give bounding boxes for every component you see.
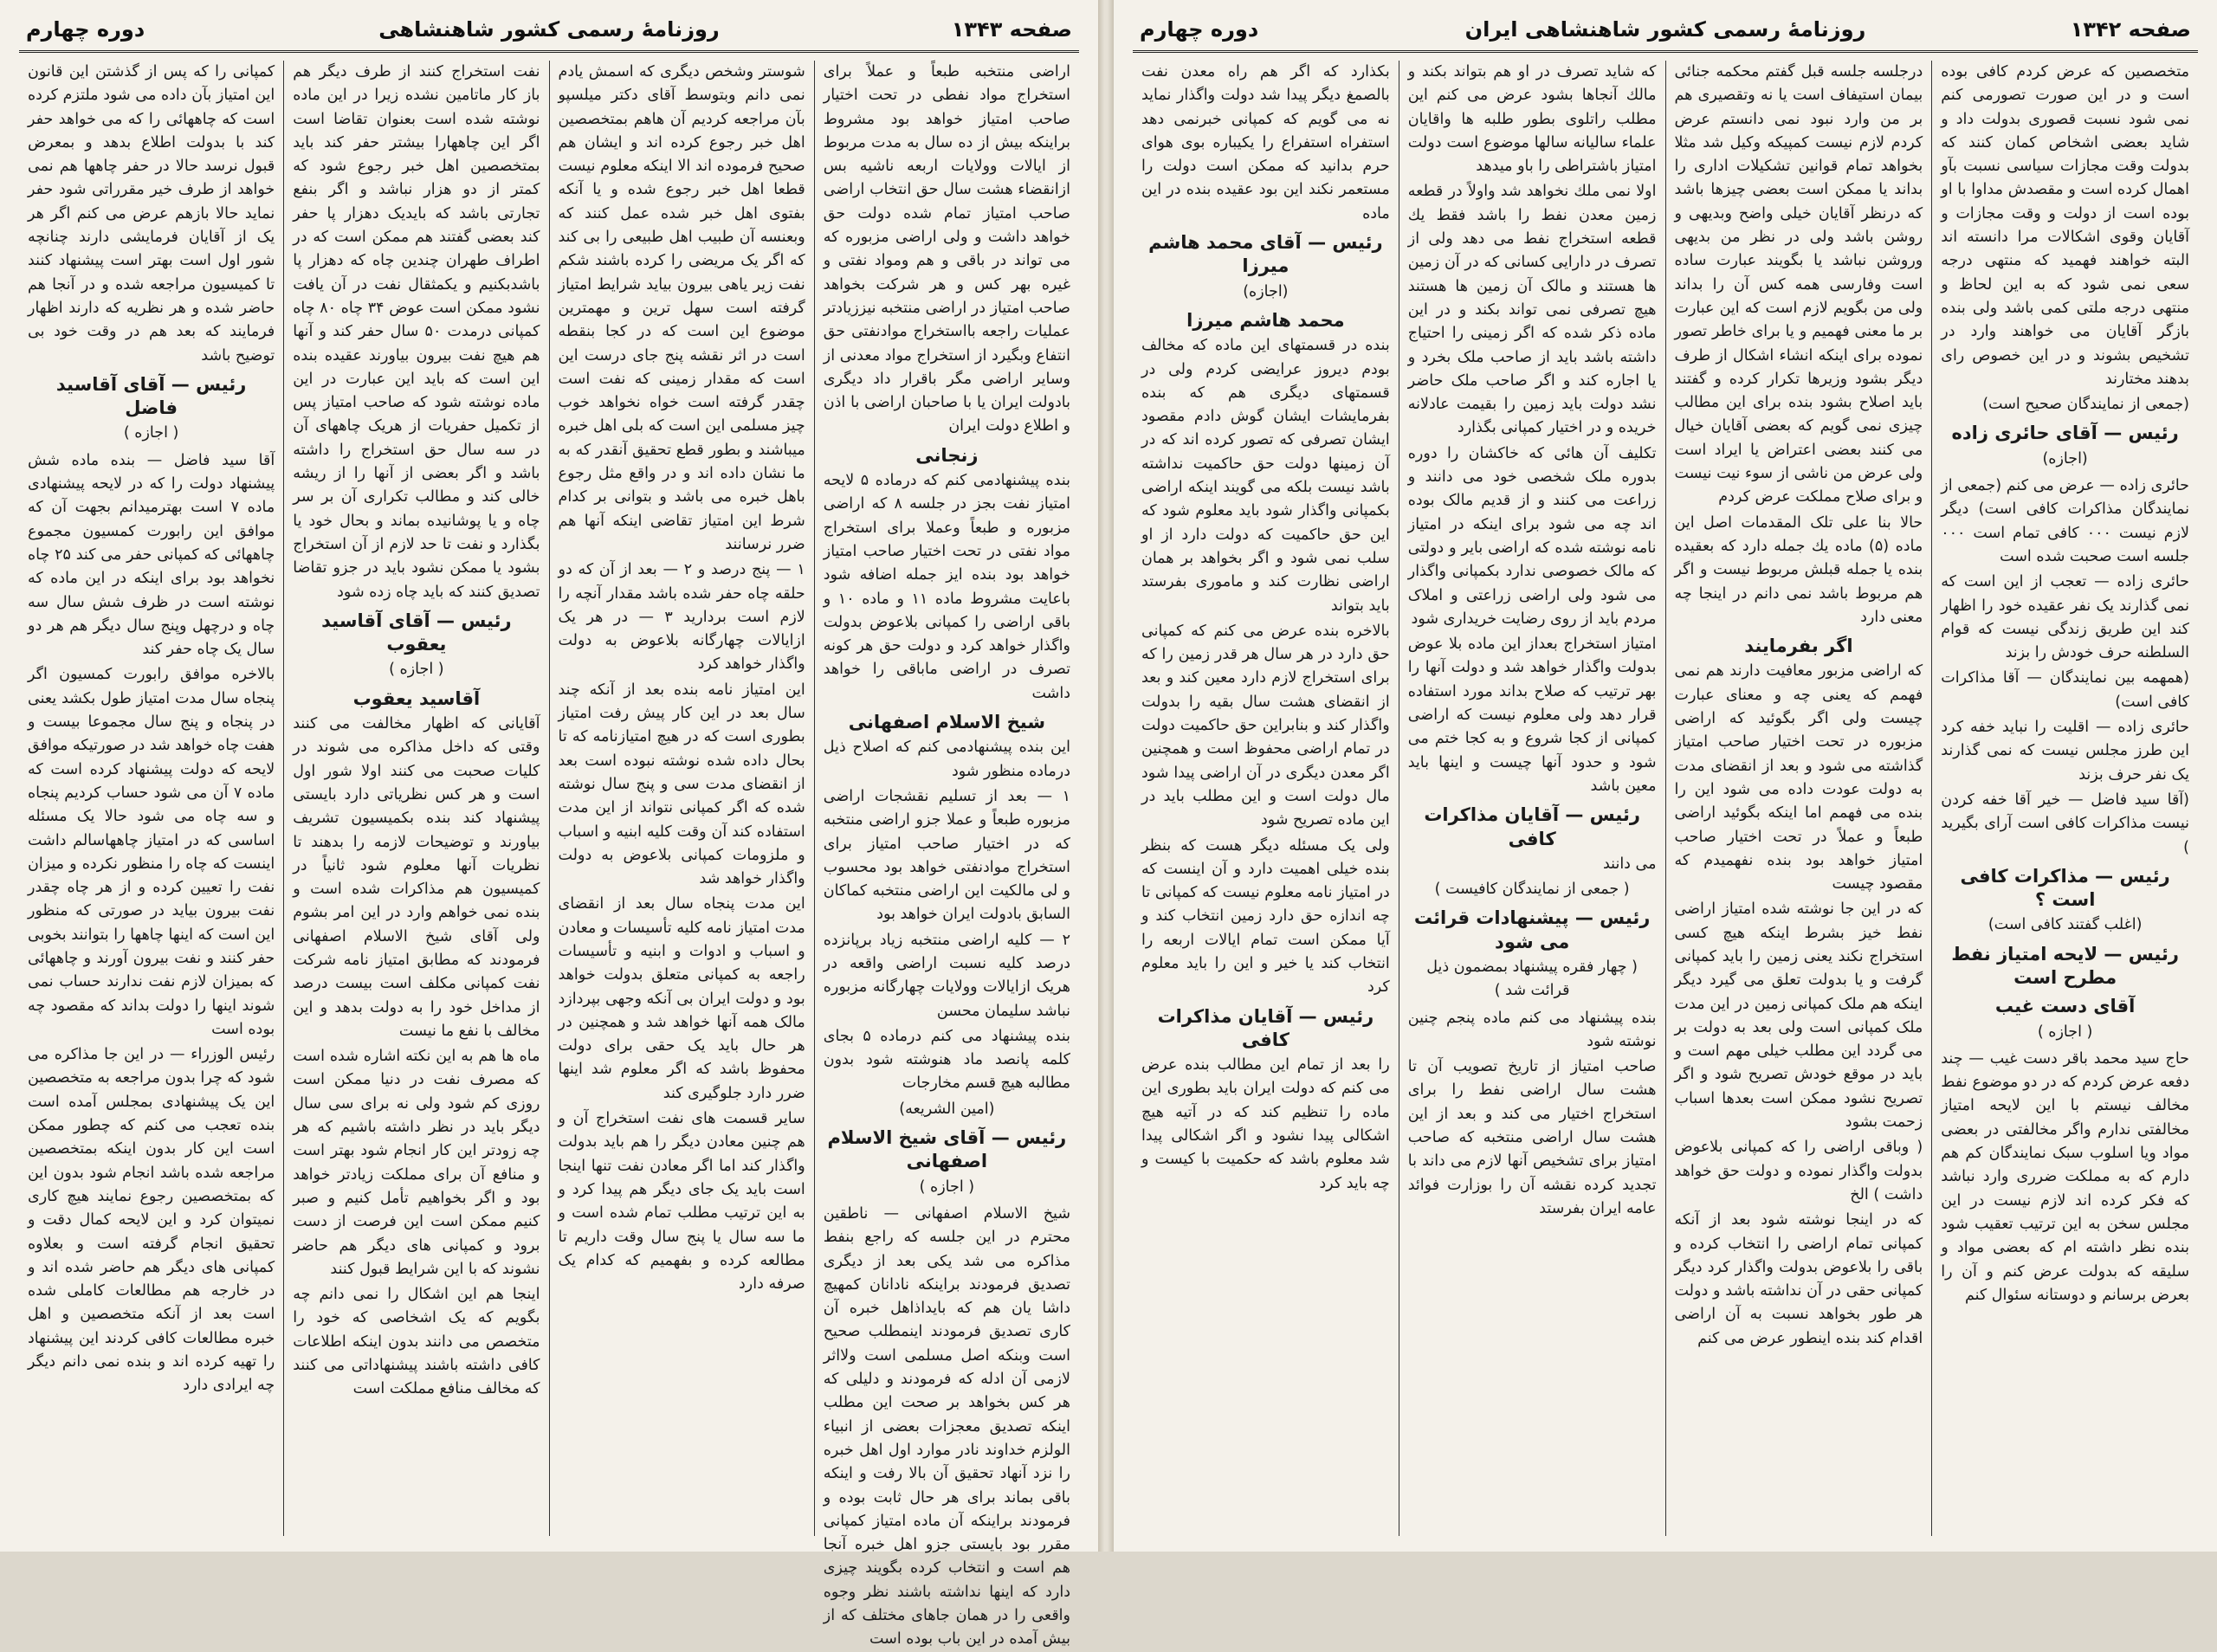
paragraph: حائری زاده — عرض می کنم (جمعی از نمایندگان مذاکرات کافی است) دیگر لازم نیست ۰۰۰ کافی تمام است ۰۰۰ جلسه است صحبت شده است (1941, 477, 2190, 565)
speaker-heading: رئیس — آقای حائری زاده (1951, 423, 2179, 444)
paragraph: ( وباقی اراضی را که کمپانی بلاعوض بدولت واگذار نموده و دولت حق خواهد داشت ) الخ (1674, 1139, 1923, 1204)
left-col-4 (19, 61, 283, 1536)
paragraph: بالاخره موافق رابورت کمسیون اگر پنجاه سال مدت امتیاز طول بکشد یعنی در پنجاه و پنج سال مجموعا بیست و هفت چاه خواهد شد در صورتیکه موافق لایحه که دولت پیشنهاد کرده است که ماده ۷ آن می شود حساب کردیم پنجاه و سه چاه می شود حالا یک مسئله اساسی که در امتیاز چاههاسالم داشت اینست که چاه را منظور نکرده و میزان نفت را تعیین کرده و از هر چاه چقدر نفت بیرون بیاید در صورتی که منظور این است که اینها چاهها را بتوانند بخوبی حفر کنند و نفت بیرون آورند و چاههائی که بمیزان لازم نفت ندارند حساب نمی شوند اینها را دولت بداند که مقصود چه بوده است (28, 666, 275, 1038)
speaker-heading: آقای دست غیب (1994, 996, 2136, 1017)
speaker-heading: رئیس — آقای آقاسید فاضل (55, 373, 247, 419)
paragraph: (آقا سید فاضل — خیر آقا خفه کردن نیست مذاکرات کافی است آرای بگیرید ) (1941, 791, 2189, 856)
paragraph: را بعد از تمام این مطالب بنده عرض می کنم که دولت ایران باید بطوری این ماده را تنظیم کند که در آتیه هیچ اشکالی پیدا نشود و اگر اشکالی پیدا شد معلوم باشد که حکمیت با کیست و چه باید کرد (1141, 1056, 1390, 1192)
left-page (0, 0, 1098, 1649)
paragraph: بکذارد که اگر هم راه معدن نفت بالصمغ دیگر پیدا شد دولت واگذار نماید نه می گویم که کمپانی خبرنمی دهد استفراه استفراع را یکیباره بوی هوای حرم بدانید که ممکن است دولت را مستعمر نکند این بود عقیده بنده در این ماده (1141, 63, 1390, 223)
paragraph: بالاخره بنده عرض می کنم که کمپانی حق دارد در هر سال هر قدر زمین را که برای استخراج لازم دارد معین کند و بعد از انقضای هشت سال بقیه را بدولت واگذار کند و بنابراین حق حاکمیت دولت در تمام اراضی محفوظ است و همچنین اگر معدن دیگری در آن اراضی پیدا شود مال دولت است و این مطلب باید در این ماده تصریح شود (1141, 622, 1390, 829)
paragraph: این بنده پیشنهادمی کنم که اصلاح ذیل درماده منظور شود (823, 739, 1070, 780)
paragraph: که در اینجا نوشته شود بعد از آنکه کمپانی تمام اراضی را انتخاب کرده و باقی را بلاعوض بدولت واگذار کرد دیگر کمپانی حقی در آن نداشته باشد و دولت هر طور بخواهد نسبت به آن اراضی اقدام کند بنده اینطور عرض می کنم (1674, 1211, 1923, 1347)
paragraph: بنده پیشنهادمی کنم که درماده ۵ لایحه امتیاز نفت بجز در جلسه ۸ که اراضی مزبوره و طبعاً وعملا برای استخراج مواد نفتی در تحت اختیار صاحب امتیاز خواهد بود بنده ایز جمله اضافه شود باعایت مشروط ماده ۱۱ و ماده ۱۰ و باقی اراضی را کمپانی بلاعوض بدولت واگذار خواهد کرد و دولت حق هر کونه تصرف در اراضی ماباقی را خواهد داشت (823, 472, 1071, 702)
paragraph: ۱ — پنج درصد و ۲ — بعد از آن که دو حلقه چاه حفر شده باشد مقدار آنچه را لازم است بردارید ۳ — در هر یک ازایالات چهارگانه بلاعوض به دولت واگذار خواهد کرد (558, 561, 805, 674)
right-page-number: صفحه ۱۳۴۲ (2070, 17, 2191, 42)
parenthetical-note: (امین الشریعه) (899, 1100, 995, 1118)
speaker-heading: زنجانی (915, 444, 979, 466)
speaker-heading: رئیس — آقایان مذاکرات کافی (1157, 1005, 1374, 1050)
left-page-header (19, 7, 1079, 53)
paragraph: شوستر وشخص دیگری که اسمش یادم نمی دانم وبتوسط آقای دکتر میلسپو بآن مراجعه کردیم آن هاهم بمتخصصین اهل خبر رجوع کرده اند و ایشان هم صحیح فرموده اند الا اینکه معلوم نیست قطعا اهل خبر رجوع شده و یا آنکه بفتوی اهل خبر شده عمل کنند که وبعنسه آن طبیب اهل طبیعی را بی کند که اگر یک مریضی را کرده باشند شکم نفت زیر یاهی بیرون بیاید شرایط امتیاز گرفته است سهل ترین و مهمترین موضوع این است که در کجا بنقطه است در اثر نقشه پنج جای درست این است که مقدار زمینی که نفت است چقدر گرفته است خواه نخواهد خوب چیز مسلمی این است که بلی اهل خبره میباشند و بطور قطع تحقیق آنقدر که به ما نشان داده اند و در واقع مثل رجوع باهل خبره می باشد و بتوانی بر کدام شرط این امتیاز تقاضی اینکه آنها هم ضرر نرسانند (558, 63, 805, 553)
speaker-heading: رئیس — آقای شیخ الاسلام اصفهانی (827, 1127, 1067, 1172)
parenthetical-note: (اجازه) (1243, 282, 1289, 300)
speaker-heading: رئیس — آقای محمد هاشم میرزا (1148, 232, 1383, 277)
paragraph: سایر قسمت های نفت استخراج آن و هم چنین معادن دیگر را هم باید بدولت واگذار کند اما اگر معادن نفت تنها اینجا است باید یک جای دیگر هم پیدا کرد و به این ترتیب مطلب تمام شده است و ما سه سال یا پنج سال وقت داریم تا مطالعه کرده و بفهمیم که کدام یک صرفه دارد (558, 1110, 805, 1294)
left-page-term: دوره چهارم (26, 17, 145, 42)
paragraph: اراضی منتخبه طبعاً و عملاً برای استخراج مواد نفطی در تحت اختیار صاحب امتیاز خواهد بود مشروط براینکه بیش از ده سال به مدت مربوط از ایالات وولایات اربعه ناشیه بس ازانقضاء هشت سال حق انتخاب اراضی صاحب امتیاز تمام شده دولت حق خواهد داشت و ولی اراضی مزبوره که می تواند در باقی و هم ومواد نفتی و غیره بهر کس و هر شرکت بخواهد صاحب امتیاز در اراضی منتخبه نیززیادتر عملیات راجعه بااستخراج موادنفتی حق انتفاع وبگیرد از استخراج مواد معدنی از وسایر اراضی مگر باقرار داد دیگری بادولت ایران یا با صاحبان اراضی با اذن و اطلاع دولت ایران (823, 63, 1070, 436)
paragraph: بنده در قسمتهای این ماده که مخالف بودم دیروز عرایضی کردم ولی در قسمتهای دیگری هم که بنده بفرمایشات ایشان گوش دادم مقصود ایشان تصرفی که تصور کرده اند که در آن زمینها دولت حق حاکمیت نداشته باشد نیست بلکه می گویند اینکه اراضی بکمپانی واگذار شود باید معلوم شود که این حق حاکمیت که دولت دارد از او سلب نمی شود و اگر بخواهد بر همان اراضی نظارت کند و ماموری بفرستد باید بتواند (1141, 337, 1390, 615)
left-col-3 (283, 61, 548, 1536)
right-page-gazette-title: روزنامهٔ رسمی کشور شاهنشاهی ایران (1464, 17, 1866, 42)
parenthetical-note: (اجازه) (2042, 449, 2088, 468)
paragraph: بنده پیشنهاد می کنم درماده ۵ بجای کلمه پانصد ماد هنوشته شود بدون مطالبه هیچ قسم مخارجات (823, 1027, 1071, 1093)
left-col-1 (814, 61, 1079, 1649)
paragraph: کمپانی را که پس از گذشتن این قانون این امتیاز بآن داده می شود ملتزم کرده است که چاههائی را که می خواهد حفر کند با بدولت اطلاع بدهد و بمعرض قبول نرسد حالا در حفر چاهها هم نمی خواهد از طرف خیر مقرراتی شود حفر نماید حالا بازهم عرض می کنم اگر هر یک از آقایان فرمایشی دارند چنانچه شور اول است بهتر است پیشنهاد کنند تا کمیسیون مراجعه شده و در آنجا هم حاضر شده و هر نظریه که دارند اظهار فرمایند که بعد هم در وقت خود بی توضیح باشد (28, 63, 275, 365)
speaker-heading: آقاسید یعقوب (352, 687, 481, 709)
paragraph: ماه ها هم به این نکته اشاره شده است که مصرف نفت در دنیا ممکن است روزی کم شود ولی نه برای سی سال دیگر باید در نظر داشته باشیم که هر چه زودتر این کار انجام شود بهتر است و منافع آن برای مملکت زیادتر خواهد بود و اگر بخواهیم تأمل کنیم و صبر کنیم ممکن است این فرصت از دست برود و کمپانی های دیگر هم حاضر نشوند که با این شرایط قبول کنند (293, 1048, 540, 1278)
paragraph: درجلسه جلسه قبل گفتم محکمه جنائی بیمان استیفاف است یا نه وتقصیری هم بر من وارد نبود نمی دانستم عرض کردم لازم نیست کمپیکه وکیل شد مثلا بخواهد تمام قوانین تشکیلات اداری را بداند یا ممکن است بعضی چیزها باشد که درنظر آقایان خیلی واضح وبدیهی و روشن باشد ولی در نظر من بدیهی وروشن نباشد یا بگویند عبارت ساده است وفارسی همه کس آن را بداند ولی من بگویم لازم است که این عبارت بر ما معنی فهمیم و یا برای خاطر تصور نموده برای اینکه انشاء اشکال از طرف دیگر بشود وزیرها تکرار کرده و گفتند باید اصلاح بشود بنده برای این مطالب چیزی نمی گویم که بعضی آقایان خیال می کنند بعضی اعتراض یا ایراد است ولی عرض من ناشی از سوء نیت نیست و برای صلاح مملکت عرض کردم (1674, 63, 1923, 507)
parenthetical-note: ( جمعی از نمایندگان کافیست ) (1434, 881, 1630, 899)
paragraph: که شاید تصرف در او هم بتواند بکند و مالك آنجاها بشود عرض می کنم این مطلب راتلوی بطور طلبه ها واقایان علماء سالیانه سالها موضوع است دولت امتیاز باشتراطی را باو میدهد (1407, 63, 1657, 176)
paragraph: حائری زاده — اقلیت را نباید خفه کرد این طرز مجلس نیست که نمی گذارند یک نفر حرف بزند (1941, 719, 2189, 784)
paragraph: شیخ الاسلام اصفهانی — ناطقین محترم در این جلسه که راجع بنفط مذاکره می شد یکی بعد از دیگری تصدیق فرمودند براینکه نادانان کمهیچ داشا یان هم که بایداذاهل خبره آن کاری تصدیق فرمودند اینمطلب صحیح است وبنکه اصل مسلمی است ولااثر لازمی آن ادله که فرمودند و دلیلی که هر کس بخواهد بر صحت این مطلب اینکه تصدیق معجزات بعضی از انبیاء الولزم خداوند نادر موارد اول اهل خبره را نزد آنهاد تحقیق آن بالا رفت و اینکه باقی بماند برای هر حال ثابت بوده و فرمودند براینکه آن ماده امتیاز کمپانی مقرر بود بایستی جزو اهل خبره آنجا هم است و انتخاب کرده بگویند چیزی دارد که اینها نداشته باشند نظر وجوه واقعی را در همان جاهای مختلف که از بیش آمده در این باب بوده است (823, 1204, 1070, 1649)
left-col-2 (549, 61, 814, 1536)
paragraph: (جمعی از نمایندگان صحیح است) (1982, 396, 2189, 414)
book-gutter (1098, 0, 1114, 1552)
right-col-4 (1133, 61, 1399, 1536)
paragraph: حائری زاده — تعجب از این است که نمی گذارند یک نفر عقیده خود را اظهار کند این طریق زندگی نیست که قوام السلطنه حرف خودش را بزند (1941, 573, 2189, 662)
paragraph: آقایانی که اظهار مخالفت می کنند وقتی که داخل مذاکره می شوند در کلیات صحبت می کنند اولا شور اول است و هر کس نظریاتی دارد بایستی پیشنهاد کند بنده بکمیسیون تشریف بیاورند و توضیحات لازمه را بدهند تا نظریات آنها معلوم شود ثانیاً در کمیسیون هم مذاکرات شده است و بنده نمی خواهم وارد در این امر بشوم ولی آقای شیخ الاسلام اصفهانی فرمودند که مطابق امتیاز نامه شرکت نفت کمپانی مکلف است بیست درصد از مداخل خود را به دولت بدهد و این مخالف با نفع ما نیست (293, 715, 540, 1040)
speaker-heading: رئیس — آقایان مذاکرات کافی (1424, 804, 1640, 849)
paragraph: اینجا هم این اشکال را نمی دانم چه بگویم که یک اشخاصی که خود را متخصص می دانند بدون اینکه اطلاعات کافی داشته باشند پیشنهاداتی می کنند که مخالف منافع مملکت است (293, 1286, 540, 1398)
left-page-columns (19, 61, 1079, 1649)
right-col-3 (1399, 61, 1665, 1536)
paragraph: که در این جا نوشته شده امتیاز اراضی نفط خیز بشرط اینکه هیچ کسی استخراج نکند یعنی زمین را باید کمپانی گرفت و یا بدولت تعلق می گیرد دیگر اینکه هم ملک کمپانی زمین در این مدت ملک کمپانی است ولی بعد به دولت بر می گردد این مطلب خیلی مهم است و باید در موقع خودش تصریح شود و اگر تصریح نشود ممکن است بعدها اسباب زحمت بشود (1674, 900, 1923, 1132)
paragraph: ولی یک مسئله دیگر هست که بنظر بنده خیلی اهمیت دارد و آن اینست که در امتیاز نامه معلوم نیست که کمپانی تا چه اندازه حق دارد زمین انتخاب کند و آیا ممکن است تمام ایالات اربعه را انتخاب کند یا خیر و این را باید معلوم کرد (1141, 836, 1390, 997)
parenthetical-note: ( اجازه ) (123, 424, 179, 442)
speaker-heading: اگر بفرمایند (1744, 636, 1853, 657)
parenthetical-note: (اغلب گفتند کافی است) (1988, 916, 2143, 934)
speaker-heading: رئیس — آقای آقاسید یعقوب (321, 610, 512, 655)
parenthetical-note: ( اجازه ) (2037, 1023, 2093, 1041)
left-page-number: صفحه ۱۳۴۳ (951, 17, 1072, 42)
right-col-1 (1931, 61, 2198, 1536)
right-col-2 (1665, 61, 1932, 1536)
paragraph: این مدت پنجاه سال بعد از انقضای مدت امتیاز نامه کلیه تأسیسات و معادن و اسباب و ادوات و ابنیه و تأسیسات راجعه به کمپانی متعلق بدولت خواهد بود و دولت ایران بی آنکه وجهی بپردازد مالک همه آنها خواهد شد و همچنین در هر حال باید یک حقی برای دولت محفوظ باشد که اگر معلوم شد اینها ضرر دارد جلوگیری کند (558, 895, 805, 1102)
paragraph: صاحب امتیاز از تاریخ تصویب آن تا هشت سال اراضی نفط را برای استخراج اختیار می کند و بعد از این هشت سال اراضی منتخبه که صاحب امتیاز برای تشخیص آنها لازم می داند با تجدید کرده نقشه آن را بوزارت فوائد عامه ایران بفرستد (1407, 1058, 1657, 1217)
paragraph: بنده پیشنهاد می کنم ماده پنجم چنین نوشته شود (1407, 1009, 1657, 1050)
parenthetical-note: ( اجازه ) (389, 661, 444, 679)
paragraph: امتیاز استخراج بعداز این ماده بلا عوض بدولت واگذار خواهد شد و دولت آنها را بهر ترتیب که صلاح بداند مورد استفاده قرار دهد ولی معلوم نیست که اراضی کمپانی از کجا شروع و به کجا ختم می شود و حدود آنها چیست و اینها باید معین باشد (1407, 636, 1657, 795)
parenthetical-note: ( چهار فقره پیشنهاد بمضمون ذیل قرائت شد ) (1426, 958, 1638, 1000)
paragraph: می دانند (1602, 855, 1657, 873)
left-page-gazette-title: روزنامهٔ رسمی کشور شاهنشاهی (378, 17, 720, 42)
right-page (1114, 0, 2217, 1552)
paragraph: تکلیف آن هائی که خاکشان را دوره بدوره ملک شخصی خود می دانند و زراعت می کنند و از قدیم مالک بوده اند چه می شود برای اینکه در امتیاز نامه نوشته شده که اراضی بایر و دولتی که مالک خصوصی ندارد بکمپانی واگذار می شود ولی اراضی زراعتی و املاک مردم باید از روی رضایت خریداری شود (1407, 444, 1657, 628)
paragraph: حالا بنا علی تلک المقدمات اصل این ماده (۵) ماده یك جمله دارد که بعقیده بنده یا جمله قبلش مربوط نیست و اگر هم مربوط باشد نمی دانم در اینجا چه معنی دارد (1674, 513, 1923, 626)
right-page-header (1133, 7, 2198, 53)
paragraph: اولا نمی ملك نخواهد شد واولاً در قطعه زمین معدن نفط را باشد فقط یك قطعه استخراج نفط می دهد ولی از تصرف در دارایی کسانی که در آن زمین ها هستند و مالک آن زمین ها هستند هیچ تصرفی نمی تواند بکند و در این ماده ذکر شده که اگر زمینی را احتیاج داشته باشد باید از صاحب ملک بخرد و یا اجاره کند و اگر صاحب ملک حاضر نشد دولت باید زمین را بقیمت عادلانه خریده و در اختیار کمپانی بگذارد (1407, 183, 1657, 437)
paragraph: آقا سید فاضل — بنده ماده شش پیشنهاد دولت را که در لایحه پیشنهادی ماده ۷ است بهترمیدانم بجهت آن که موافق این رابورت کمسیون مجموع چاههائی که کمپانی حفر می کند ۲۵ چاه نخواهد بود برای اینکه در این ماده که نوشته است در ظرف شش سال سه چاه و درچهل وپنج سال دیگر هم هر دو سال یک چاه حفر کند (28, 451, 275, 659)
right-page-term: دوره چهارم (1140, 17, 1259, 42)
speaker-heading: رئیس — لایحه امتیاز نفط مطرح است (1951, 943, 2179, 988)
paragraph: حاج سید محمد باقر دست غیب — چند دفعه عرض کردم که در دو موضوع نفط مخالف نیستم با این لایحه امتیاز مخالفتی ندارم واگر مخالفتی در بعضی مواد ویا اسلوب سبک نمایندگان کم هم دارم که به مملکت ضرری وارد نباشد که فکر کرده اند لازم نیست در این مجلس سخن به این ترتیب تعقیب شود بنده نظر داشته ام که بعضی مواد و سلیقه که بدولت عرض کنم و آن را بعرض برسانم و دوستانه سئوال کنم (1941, 1049, 2189, 1304)
speaker-heading: رئیس — پیشنهادات قرائت می شود (1413, 907, 1651, 952)
paragraph: نفت استخراج کنند از طرف دیگر هم باز کار ماتامین نشده زیرا در این ماده نوشته شده است بعنوان تقاضا است اگر این چاههارا بیشتر حفر کند باید بمتخصصین اهل خبر رجوع شود که کمتر از دو هزار نباشد و اگر بنفع تجارتی باشد که بایدیک دهزار پا حفر کند بعضی گفتند هم ممکن است که در اطراف طهران چندین چاه که دهزار پا باشدبکنیم و یکمثقال نفت در آن یافت نشود ممکن است عوض ۳۴ چاه ۸۰ چاه کمپانی درمدت ۵۰ سال حفر کند و آنها هم هیچ نفت بیرون بیاورند عقیده بنده این است که باید این عبارت در این ماده نوشته شود که صاحب امتیاز پس از تکمیل حفریات از هریک چاههای آن در سه سال حق استخراج را داشته باشد و اگر بعضی از آنها را از ریشه خالی کند و مطالب تکراری آن بر سر چاه و یا پوشانیده بماند و بحال خود یا بگذارد و نفت تا حد لازم از آن استخراج بشود یا ممکن نشود باید در جزو تقاضا تصدیق کنند که باید چاه زده شود (293, 63, 540, 601)
paragraph: رئیس الوزراء — در این جا مذاکره می شود که چرا بدون مراجعه به متخصصین این یک پیشنهادی بمجلس آمده است بنده تعجب می کنم که چطور ممکن است این کار بدون اینکه بمتخصصین مراجعه شده باشد انجام شود بدون این که بمتخصصین رجوع نمایند هیچ کاری نمیتوان کرد و این لایحه کمال دقت و تحقیق انجام گرفته است و بعلاوه کمپانی های دیگر هم حاضر شده اند و در خارجه هم مطالعات کاملی شده است بعد از آنکه متخصصین و اهل خبره مطالعات کافی کردند این پیشنهاد را تهیه کرده اند و بنده نمی دانم دیگر چه ایرادی دارد (28, 1046, 275, 1395)
speaker-heading: شیخ الاسلام اصفهانی (848, 712, 1046, 733)
paragraph: این امتیاز نامه بنده بعد از آنکه چند سال بعد در این کار پیش رفت امتیاز بطوری است که در هیچ امتیازنامه که تا بحال داده شده نوشته نبوده است بعد از انقضای مدت سی و پنج سال نوشته شده که اگر کمپانی نتواند از این مدت استفاده کند آن وقت کلیه ابنیه و اسباب و ملزومات کمپانی بلاعوض به دولت واگذار خواهد شد (558, 681, 805, 888)
paragraph: متخصصین که عرض کردم کافی بوده است و در این صورت تصورمی کنم نمی شود نسبت قصوری بدولت داد و شاید بعضی اشخاص کمان کنند که بدولت وقت مجازات سیاسی نسبت بآو اهمال کرده است و مقصدش مداوا با او بوده است از دولت و وقت مجازات و آقایان وقوی اشکالات مرا دانسته اند البته خواهند فهمید که منتهی درجه سعی نمی شود که به این لحاظ و منتهی درجه ملتی کمی باشد ولی بنده بازگر آقایان می خواهند وارد در تشخیص بشوند و در این خصوص رای بدهند مختارند (1941, 63, 2189, 388)
paragraph: ۱ — بعد از تسلیم نقشجات اراضی مزبوره طبعاً و عملا جزو اراضی منتخبه که در اختیار صاحب امتیاز برای استخراج موادنفتی خواهد بود محسوب و لی مالکیت این اراضی منتخبه کماکان السابق بادولت ایران خواهد بود (823, 787, 1070, 924)
paragraph: (همهمه بین نمایندگان — آقا مذاکرات کافی است) (1941, 669, 2189, 711)
speaker-heading: رئیس — مذاکرات کافی است ؟ (1960, 865, 2170, 911)
paragraph: که اراضی مزبور معافیت دارند هم نمی فهمم که یعنی چه و معنای عبارت چیست ولی اگر بگوئید که اراضی مزبوره در تحت اختیار صاحب امتیاز گذاشته می شود و بعد از انقضای مدت به دولت عودت داده می شود این را بنده می فهمم اما اینکه بگوئید اراضی طبعاً و عملاً در تحت اختیار صاحب امتیاز خواهد بود بنده نفهمیدم که مقصود چیست (1674, 662, 1923, 894)
right-page-columns (1133, 61, 2198, 1536)
paragraph: ۲ — کلیه اراضی منتخبه زیاد برپانزده درصد کلیه نسبت اراضی واقعه در هریک ازایالات وولایات چهارگانه مزبوره نباشد سلیمان محسن (823, 931, 1070, 1020)
speaker-heading: محمد هاشم میرزا (1186, 309, 1345, 331)
parenthetical-note: ( اجازه ) (919, 1178, 975, 1196)
